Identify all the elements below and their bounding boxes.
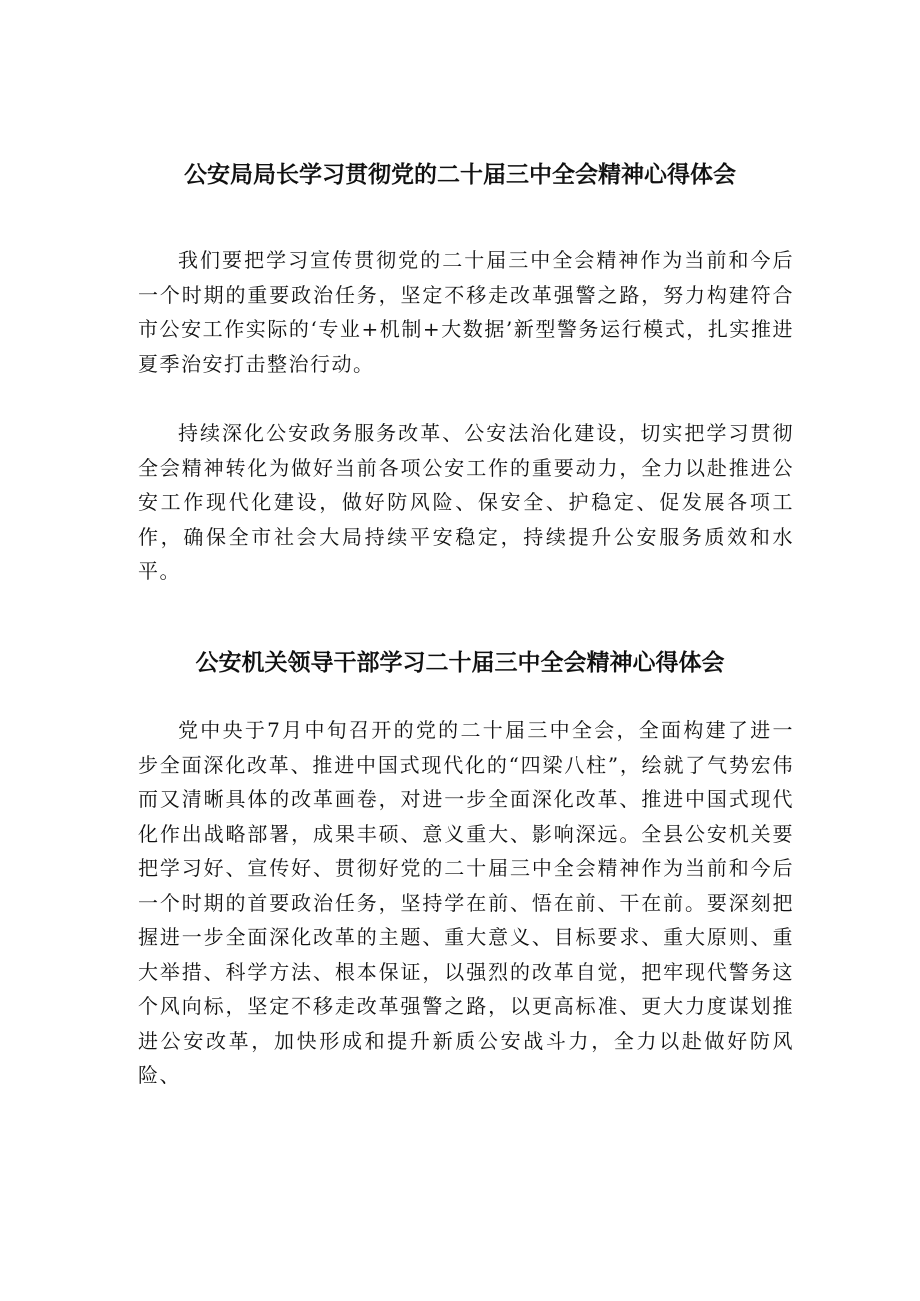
- section-2-paragraph-1: 党中央于7月中旬召开的党的二十届三中全会，全面构建了进一步全面深化改革、推进中国式现代化的“四梁八柱”，绘就了气势宏伟而又清晰具体的改革画卷，对进一步全面深化改革、推进中国式现代化作出战略部署，成果丰硕、意义重大、影响深远。全县公安机关要把学习好、宣传好、贯彻好党的二十届三中全会精神作为当前和今后一个时期的首要政治任务，坚持学在前、悟在前、干在前。要深刻把握进一步全面深化改革的主题、重大意义、目标要求、重大原则、重大举措、科学方法、根本保证，以强烈的改革自觉，把牢现代警务这个风向标，坚定不移走改革强警之路，以更高标准、更大力度谋划推进公安改革，加快形成和提升新质公安战斗力，全力以赴做好防风险、: [138, 718, 794, 1087]
- section-2-title: 公安机关领导干部学习二十届三中全会精神心得体会: [195, 650, 725, 676]
- section-1-paragraph-2: 持续深化公安政务服务改革、公安法治化建设，切实把学习贯彻全会精神转化为做好当前各项公安工作的重要动力，全力以赴推进公安工作现代化建设，做好防风险、保安全、护稳定、促发展各项工作，确保全市社会大局持续平安稳定，持续提升公安服务质效和水平。: [138, 421, 794, 583]
- section-1-title: 公安局局长学习贯彻党的二十届三中全会精神心得体会: [184, 162, 736, 188]
- section-1-paragraph-1: 我们要把学习宣传贯彻党的二十届三中全会精神作为当前和今后一个时期的重要政治任务，坚定不移走改革强警之路，努力构建符合市公安工作实际的‘专业+机制+大数据’新型警务运行模式，扎实推进夏季治安打击整治行动。: [138, 248, 794, 376]
